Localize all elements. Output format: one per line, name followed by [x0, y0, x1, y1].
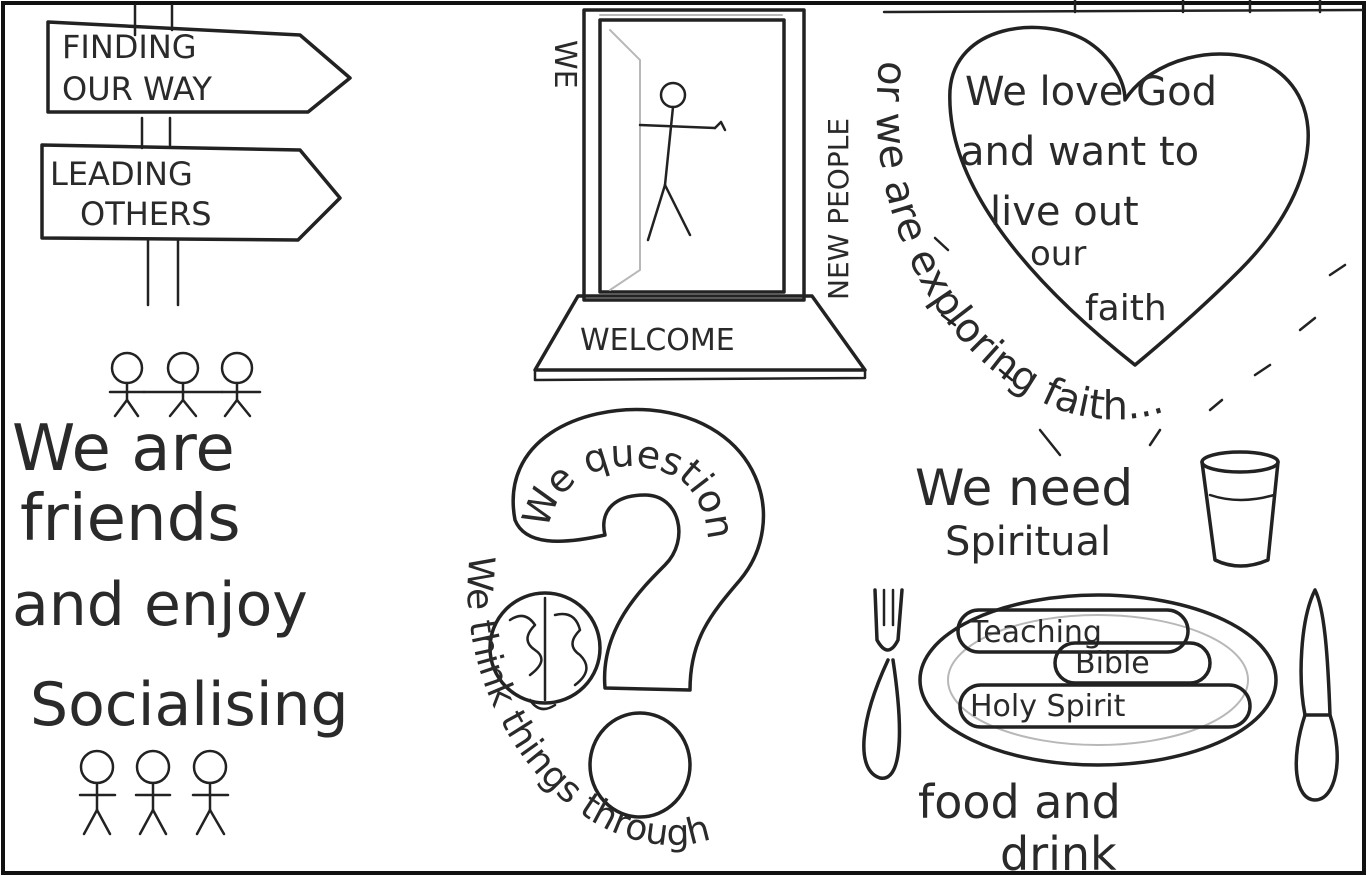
sign-top-line-2: OUR WAY: [62, 70, 212, 108]
friends-line-2: friends: [20, 482, 241, 556]
heart-line-2: and want to: [960, 129, 1200, 175]
friends-line-4: Socialising: [30, 670, 349, 740]
welcome-door-illustration: [535, 10, 865, 380]
spiritual-footer-1: food and: [918, 775, 1121, 829]
signpost: [42, 5, 350, 305]
spiritual-heading-2: Spiritual: [945, 519, 1112, 565]
knife-icon: [1296, 590, 1337, 800]
welcome-mat-label: WELCOME: [580, 323, 735, 358]
question-arc-text: We think things through: [458, 554, 715, 855]
question-inside-text: We question: [513, 430, 744, 542]
friends-stick-figures-top-icon: [110, 353, 260, 416]
glass-of-water-icon: [1202, 452, 1278, 566]
welcome-right-word: NEW PEOPLE: [822, 117, 855, 300]
question-section: [458, 410, 763, 855]
door-frame-inner: [600, 20, 784, 292]
spiritual-footer-2: drink: [1000, 827, 1117, 876]
faith-heart-section: [866, 0, 1362, 455]
heart-line-4: our: [1030, 234, 1087, 274]
friends-line-1: We are: [12, 412, 235, 486]
spiritual-food-section: [864, 452, 1337, 876]
plate-item-1-label: Teaching: [970, 615, 1102, 650]
friends-stick-figures-bottom-icon: [80, 751, 228, 834]
fork-icon: [864, 590, 902, 778]
friends-line-3: and enjoy: [12, 570, 308, 640]
heart-line-3: live out: [990, 189, 1139, 235]
plate-item-3-label: Holy Spirit: [970, 689, 1126, 724]
sign-bottom-line-1: LEADING: [50, 155, 193, 193]
person-in-doorway-icon: [640, 83, 725, 240]
sign-top-line-1: FINDING: [62, 28, 197, 66]
plate-item-2-label: Bible: [1075, 646, 1150, 681]
welcome-left-word: WE: [547, 40, 582, 89]
door-frame-outer: [584, 10, 804, 300]
sign-bottom-line-2: OTHERS: [80, 195, 212, 233]
faith-arc-text: or we are exploring faith...: [866, 58, 1169, 430]
heart-line-1: We love God: [965, 69, 1217, 115]
friends-text: [12, 412, 349, 740]
spiritual-heading-1: We need: [915, 459, 1134, 517]
heart-line-5: faith: [1085, 288, 1167, 329]
